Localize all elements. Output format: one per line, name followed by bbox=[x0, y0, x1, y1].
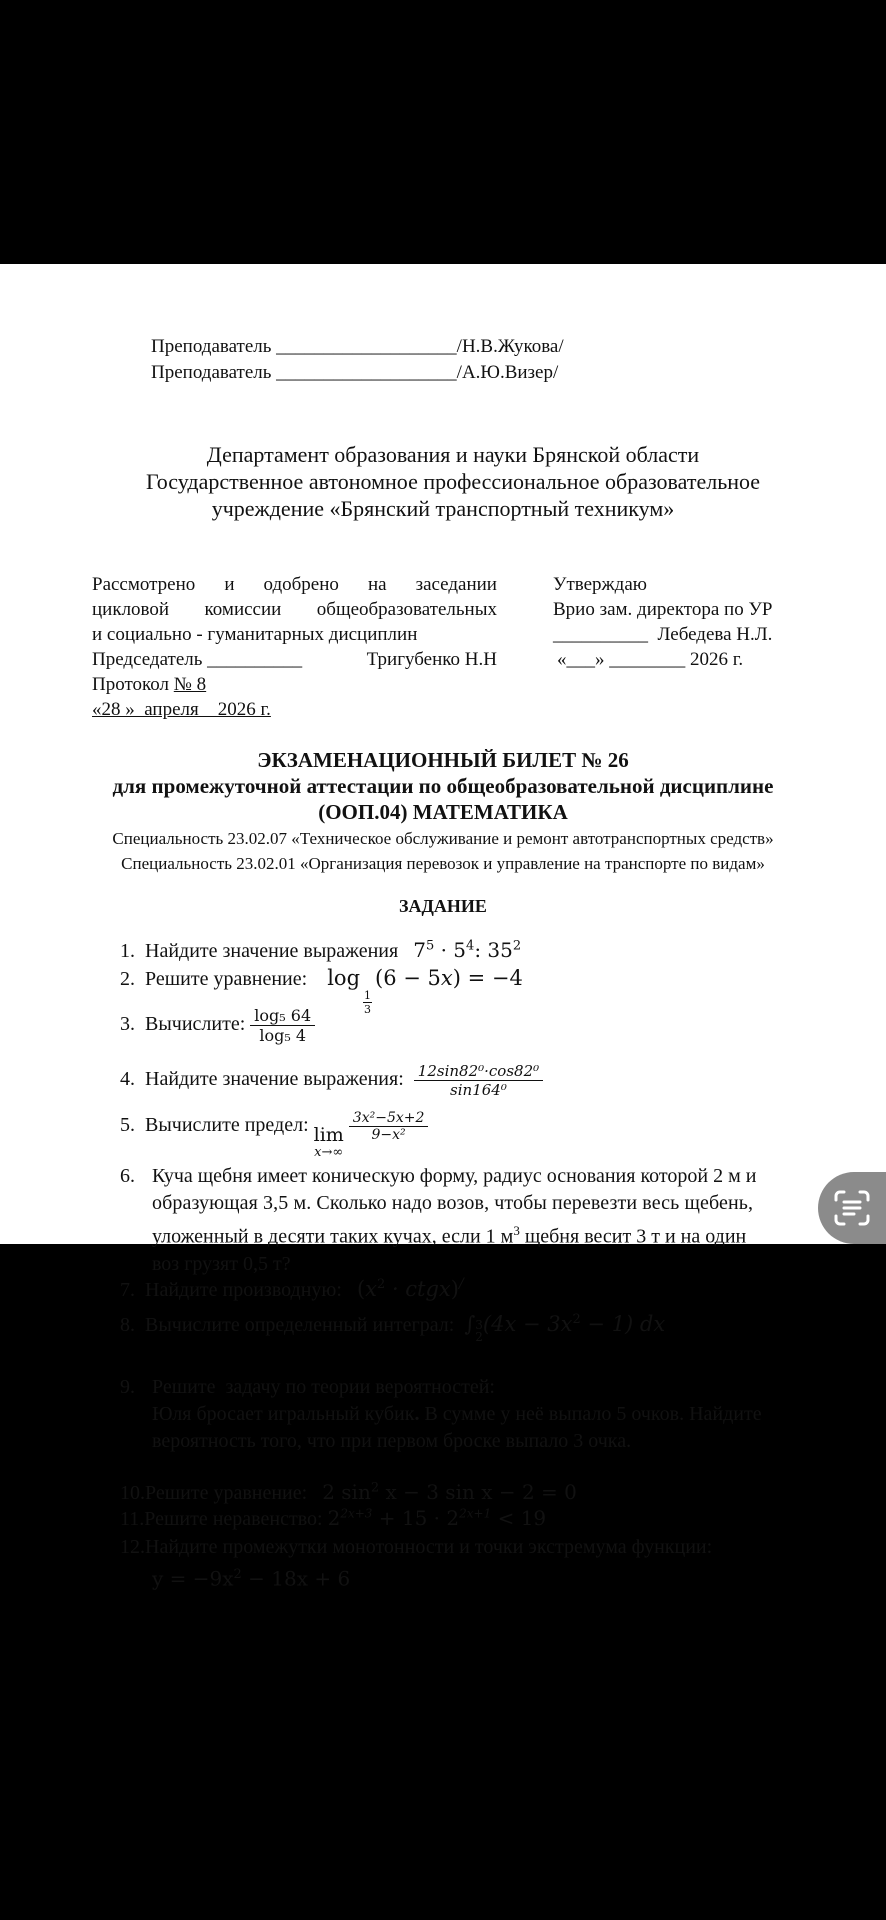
task-10 bbox=[120, 1480, 577, 1505]
m: : 35 bbox=[474, 938, 513, 962]
task-8 bbox=[120, 1312, 665, 1343]
approval-left-line-5 bbox=[92, 672, 497, 697]
word: Рассмотрено bbox=[92, 574, 196, 595]
chairman-label: Председатель __________ bbox=[92, 649, 303, 670]
signature-name: /А.Ю.Визер/ bbox=[456, 362, 559, 383]
integral-limits bbox=[475, 1319, 483, 1343]
task-3 bbox=[120, 1006, 315, 1045]
m: 1 bbox=[364, 989, 372, 1002]
line: В сумме у неё выпало 5 очков. Найдите bbox=[419, 1403, 762, 1425]
line: . bbox=[414, 1403, 420, 1425]
protocol-label: Протокол bbox=[92, 674, 174, 695]
m: 3 bbox=[364, 1003, 372, 1016]
approval-left-line-3: и социально - гуманитарных дисциплин bbox=[92, 624, 418, 645]
signature-role: Преподаватель bbox=[151, 362, 272, 383]
task-text: Решите уравнение: bbox=[145, 968, 308, 990]
line: уложенный в десяти таких кучах, если 1 м bbox=[152, 1225, 514, 1248]
line: Юля бросает игральный кубик bbox=[152, 1403, 415, 1425]
task-6-line-2: образующая 3,5 м. Сколько надо возов, чтобы перевезти весь щебень, bbox=[152, 1192, 754, 1214]
specialty-2: Специальность 23.02.01 «Организация перевозок и управление на транспорте по видам» bbox=[121, 854, 765, 873]
task-number: 10. bbox=[120, 1482, 145, 1504]
m: 2 bbox=[572, 1312, 581, 1327]
task-11-expression bbox=[328, 1506, 547, 1530]
task-1-expression bbox=[413, 938, 521, 962]
task-9 bbox=[120, 1374, 762, 1452]
approval-left-line-2 bbox=[92, 597, 497, 622]
m: lim bbox=[313, 1124, 344, 1147]
task-text: Вычислите определенный интеграл: bbox=[145, 1314, 455, 1336]
m: 2 bbox=[233, 1567, 242, 1582]
task-text: Вычислите предел: bbox=[145, 1114, 309, 1137]
approval-right bbox=[553, 572, 772, 672]
word: цикловой bbox=[92, 599, 170, 620]
scan-text-icon bbox=[832, 1188, 872, 1228]
task-4 bbox=[120, 1062, 543, 1099]
m: 7 bbox=[413, 938, 426, 962]
m: − 1) dx bbox=[580, 1312, 666, 1336]
task-number: 1. bbox=[120, 940, 135, 962]
task-7-expression bbox=[357, 1277, 464, 1301]
ticket-discipline: (ООП.04) МАТЕМАТИКА bbox=[318, 800, 568, 824]
task-number: 8. bbox=[120, 1314, 135, 1336]
task-number: 9. bbox=[120, 1376, 135, 1398]
task-number: 6. bbox=[120, 1165, 135, 1187]
approval-left bbox=[92, 572, 497, 722]
task-3-fraction bbox=[250, 1006, 315, 1045]
task-6-line-3 bbox=[152, 1217, 867, 1251]
task-5-fraction bbox=[349, 1110, 429, 1143]
signature-line-1 bbox=[151, 336, 564, 358]
line: Куча щебня имеет коническую форму, радиус основания которой 2 м и bbox=[152, 1165, 757, 1187]
m: 3x²−5x+2 bbox=[349, 1110, 429, 1127]
m: − 18x + 6 bbox=[241, 1566, 351, 1591]
m: y = −9x bbox=[152, 1566, 234, 1591]
signature-blank: ___________________ bbox=[276, 336, 457, 357]
m: + 15 · 2 bbox=[372, 1506, 460, 1530]
scan-text-button[interactable] bbox=[818, 1172, 886, 1244]
m: 12sin82⁰·cos82⁰ bbox=[414, 1062, 543, 1081]
approval-right-line-2: Врио зам. директора по УР bbox=[553, 599, 773, 620]
word: на bbox=[367, 574, 387, 595]
m: x bbox=[365, 1277, 377, 1301]
m: 2 bbox=[512, 938, 522, 954]
m: / bbox=[458, 1276, 464, 1292]
header-line-3: учреждение «Брянский транспортный техникум» bbox=[211, 496, 675, 521]
ticket-title: ЭКЗАМЕНАЦИОННЫЙ БИЛЕТ № 26 bbox=[257, 748, 629, 772]
m: ( bbox=[356, 1277, 366, 1301]
m: log bbox=[327, 966, 361, 990]
signature-blank: ___________________ bbox=[276, 362, 457, 383]
task-number: 3. bbox=[120, 1013, 135, 1036]
m: ) = −4 bbox=[452, 966, 523, 990]
task-text: Вычислите: bbox=[145, 1013, 246, 1036]
task-12-function bbox=[120, 1561, 712, 1593]
task-number: 2. bbox=[120, 968, 135, 990]
ticket-subtitle: для промежуточной аттестации по общеобразовательной дисциплине bbox=[112, 774, 774, 798]
chairman-name: Тригубенко Н.Н bbox=[366, 649, 497, 670]
task-6-line-1 bbox=[152, 1163, 867, 1190]
task-6-line-4: воз грузят 0,5 т? bbox=[152, 1252, 291, 1275]
m: ) bbox=[450, 1277, 459, 1301]
task-4-fraction bbox=[414, 1062, 543, 1099]
m: 2x+1 bbox=[459, 1506, 492, 1521]
task-text: Решите уравнение: bbox=[145, 1482, 308, 1504]
m: 2 bbox=[327, 1506, 341, 1530]
m: 9−x² bbox=[371, 1127, 406, 1143]
m: log₅ 4 bbox=[259, 1026, 307, 1045]
approval-right-line-3: __________ Лебедева Н.Л. bbox=[553, 624, 773, 645]
task-text: Найдите производную: bbox=[145, 1279, 342, 1301]
m: · 5 bbox=[434, 938, 467, 962]
m: 2 bbox=[475, 1330, 483, 1344]
m: log₅ 64 bbox=[250, 1006, 315, 1026]
task-6 bbox=[120, 1163, 757, 1275]
m: 2 sin bbox=[322, 1480, 371, 1504]
signature-line-2 bbox=[151, 362, 558, 384]
header-line-1: Департамент образования и науки Брянской области bbox=[206, 442, 700, 467]
task-text: Найдите значение выражения: bbox=[145, 1068, 404, 1091]
m: 3 bbox=[513, 1223, 520, 1238]
word: и bbox=[224, 574, 235, 595]
approval-left-line-4 bbox=[92, 647, 497, 672]
approval-right-line-4: «___» ________ 2026 г. bbox=[557, 649, 744, 670]
task-10-expression bbox=[322, 1480, 577, 1504]
task-number: 5. bbox=[120, 1114, 135, 1137]
header-line-2: Государственное автономное профессиональное образовательное bbox=[145, 469, 761, 494]
m: 2 bbox=[370, 1480, 380, 1496]
task-2-expression bbox=[327, 966, 523, 1016]
protocol-number: № 8 bbox=[173, 674, 207, 695]
word: общеобразовательных bbox=[316, 599, 497, 620]
task-number: 12. bbox=[120, 1536, 145, 1558]
task-6-text bbox=[152, 1163, 867, 1278]
m: < 19 bbox=[491, 1506, 547, 1530]
word: комиссии bbox=[204, 599, 282, 620]
task-11 bbox=[120, 1506, 546, 1531]
section-heading: ЗАДАНИЕ bbox=[399, 896, 487, 916]
m: 5 bbox=[425, 938, 435, 954]
limit-operator bbox=[314, 1125, 344, 1160]
word: заседании bbox=[415, 574, 497, 595]
task-9-line-1: Решите задачу по теории вероятностей: bbox=[152, 1376, 495, 1398]
m: 4 bbox=[466, 938, 475, 954]
m: 3 bbox=[475, 1318, 483, 1332]
m: (4x − 3x bbox=[482, 1312, 573, 1336]
task-9-line-2 bbox=[152, 1401, 762, 1428]
m: x→∞ bbox=[314, 1145, 344, 1161]
task-number: 11. bbox=[120, 1508, 145, 1530]
word: одобрено bbox=[263, 574, 339, 595]
task-7 bbox=[120, 1276, 464, 1302]
task-9-text bbox=[152, 1374, 762, 1455]
signature-role: Преподаватель bbox=[151, 336, 272, 357]
m: · ctgx bbox=[385, 1277, 451, 1301]
task-number: 4. bbox=[120, 1068, 135, 1091]
m: x bbox=[440, 966, 453, 990]
m: x − 3 sin x − 2 = 0 bbox=[379, 1480, 577, 1504]
approval-left-line-1 bbox=[92, 572, 497, 597]
m: sin164⁰ bbox=[450, 1081, 507, 1099]
approval-left-date: «28 » апреля 2026 г. bbox=[92, 699, 271, 720]
m: (6 − 5 bbox=[375, 966, 441, 990]
task-1 bbox=[120, 938, 521, 963]
task-text: Решите неравенство: bbox=[144, 1508, 323, 1530]
task-12 bbox=[120, 1534, 712, 1593]
task-5 bbox=[120, 1110, 428, 1160]
task-9-line-3: вероятность того, что при первом броске выпало 3 очка. bbox=[152, 1430, 632, 1452]
line: щебня весит 3 т и на один bbox=[519, 1225, 747, 1248]
task-8-expression bbox=[464, 1312, 666, 1344]
specialty-1: Специальность 23.02.07 «Техническое обслуживание и ремонт автотранспортных средств» bbox=[112, 829, 774, 848]
task-number: 7. bbox=[120, 1279, 135, 1301]
task-text: Найдите значение выражения bbox=[145, 940, 399, 962]
task-text: Найдите промежутки монотонности и точки экстремума функции: bbox=[145, 1536, 713, 1558]
signature-name: /Н.В.Жукова/ bbox=[456, 336, 564, 357]
approval-right-line-1: Утверждаю bbox=[553, 574, 647, 595]
log-base-fraction bbox=[360, 989, 375, 1016]
integral-sign: ∫ bbox=[464, 1312, 476, 1336]
m: 2x+3 bbox=[340, 1506, 373, 1521]
m: 2 bbox=[376, 1277, 386, 1292]
